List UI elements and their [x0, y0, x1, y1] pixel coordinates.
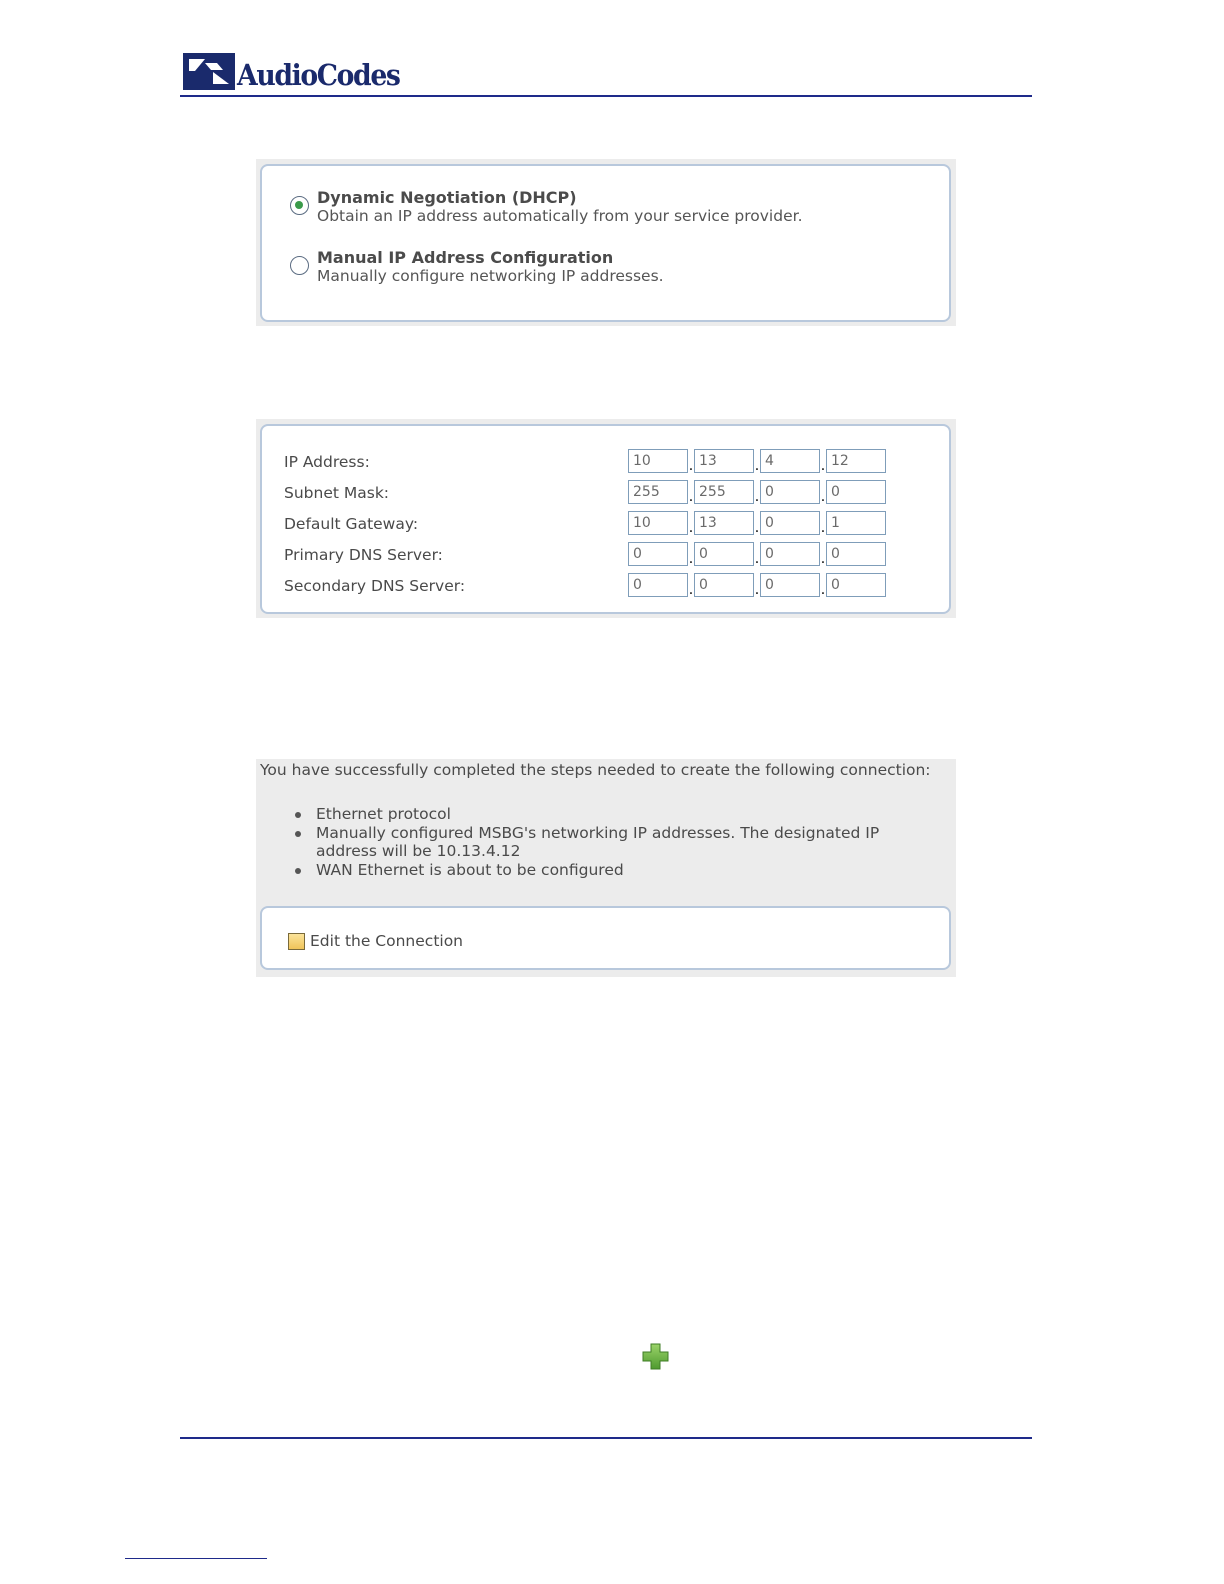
subnet-mask-octet-1[interactable] [628, 480, 688, 504]
ip-address-row [284, 449, 949, 475]
secondary-dns-octet-4[interactable] [826, 573, 886, 597]
manual-ip-option[interactable] [290, 248, 664, 286]
dhcp-radio[interactable] [290, 196, 309, 215]
default-gateway-octets [628, 511, 886, 535]
ip-settings-panel [260, 424, 951, 614]
octet-separator: . [820, 551, 826, 567]
octet-separator: . [820, 458, 826, 474]
subnet-mask-row [284, 480, 949, 506]
subnet-mask-octet-3[interactable] [760, 480, 820, 504]
octet-separator: . [688, 582, 694, 598]
octet-separator: . [820, 520, 826, 536]
octet-separator: . [754, 489, 760, 505]
octet-separator: . [754, 458, 760, 474]
octet-separator: . [820, 582, 826, 598]
primary-dns-octets [628, 542, 886, 566]
primary-dns-row [284, 542, 949, 568]
default-gateway-row [284, 511, 949, 537]
ip-settings-screenshot [256, 419, 956, 618]
subnet-mask-octet-2[interactable] [694, 480, 754, 504]
secondary-dns-octets [628, 573, 886, 597]
default-gateway-label: Default Gateway: [284, 515, 419, 533]
summary-item: WAN Ethernet is about to be configured [294, 861, 914, 880]
audiocodes-logo-icon [183, 53, 235, 90]
octet-separator: . [688, 458, 694, 474]
edit-connection-checkbox[interactable] [288, 933, 305, 950]
dhcp-option-description: Obtain an IP address automatically from your service provider. [317, 207, 803, 225]
dhcp-option[interactable] [290, 188, 803, 226]
footnote-rule [125, 1558, 267, 1559]
octet-separator: . [754, 582, 760, 598]
primary-dns-octet-3[interactable] [760, 542, 820, 566]
primary-dns-octet-1[interactable] [628, 542, 688, 566]
secondary-dns-octet-2[interactable] [694, 573, 754, 597]
summary-list [294, 805, 914, 879]
connection-type-panel [260, 164, 951, 322]
ip-address-label: IP Address: [284, 453, 370, 471]
octet-separator: . [688, 489, 694, 505]
primary-dns-octet-4[interactable] [826, 542, 886, 566]
secondary-dns-row [284, 573, 949, 599]
ip-address-octets [628, 449, 886, 473]
audiocodes-logo [183, 52, 414, 90]
octet-separator: . [820, 489, 826, 505]
logo-text: AudioCodes [237, 58, 400, 92]
subnet-mask-octets [628, 480, 886, 504]
manual-ip-radio[interactable] [290, 256, 309, 275]
default-gateway-octet-2[interactable] [694, 511, 754, 535]
connection-summary-screenshot [256, 759, 956, 977]
ip-address-octet-4[interactable] [826, 449, 886, 473]
secondary-dns-octet-3[interactable] [760, 573, 820, 597]
octet-separator: . [754, 551, 760, 567]
header-rule [180, 95, 1032, 97]
summary-item: Manually configured MSBG's networking IP addresses. The designated IP address will be 10.13.4.12 [294, 824, 914, 861]
octet-separator: . [688, 551, 694, 567]
subnet-mask-octet-4[interactable] [826, 480, 886, 504]
default-gateway-octet-4[interactable] [826, 511, 886, 535]
summary-item: Ethernet protocol [294, 805, 914, 824]
edit-connection-label: Edit the Connection [310, 932, 464, 950]
ip-address-octet-1[interactable] [628, 449, 688, 473]
octet-separator: . [754, 520, 760, 536]
subnet-mask-label: Subnet Mask: [284, 484, 390, 502]
default-gateway-octet-3[interactable] [760, 511, 820, 535]
ip-address-octet-2[interactable] [694, 449, 754, 473]
default-gateway-octet-1[interactable] [628, 511, 688, 535]
manual-ip-option-title: Manual IP Address Configuration [317, 248, 614, 267]
primary-dns-label: Primary DNS Server: [284, 546, 443, 564]
secondary-dns-octet-1[interactable] [628, 573, 688, 597]
plus-icon [642, 1343, 669, 1370]
connection-type-screenshot [256, 159, 956, 326]
edit-connection-option[interactable] [288, 932, 463, 950]
dhcp-option-title: Dynamic Negotiation (DHCP) [317, 188, 577, 207]
octet-separator: . [688, 520, 694, 536]
edit-connection-panel [260, 906, 951, 970]
footer-rule [180, 1437, 1032, 1439]
secondary-dns-label: Secondary DNS Server: [284, 577, 466, 595]
summary-intro: You have successfully completed the steps needed to create the following connection: [260, 761, 931, 779]
manual-ip-option-description: Manually configure networking IP addresses. [317, 267, 664, 285]
primary-dns-octet-2[interactable] [694, 542, 754, 566]
ip-address-octet-3[interactable] [760, 449, 820, 473]
